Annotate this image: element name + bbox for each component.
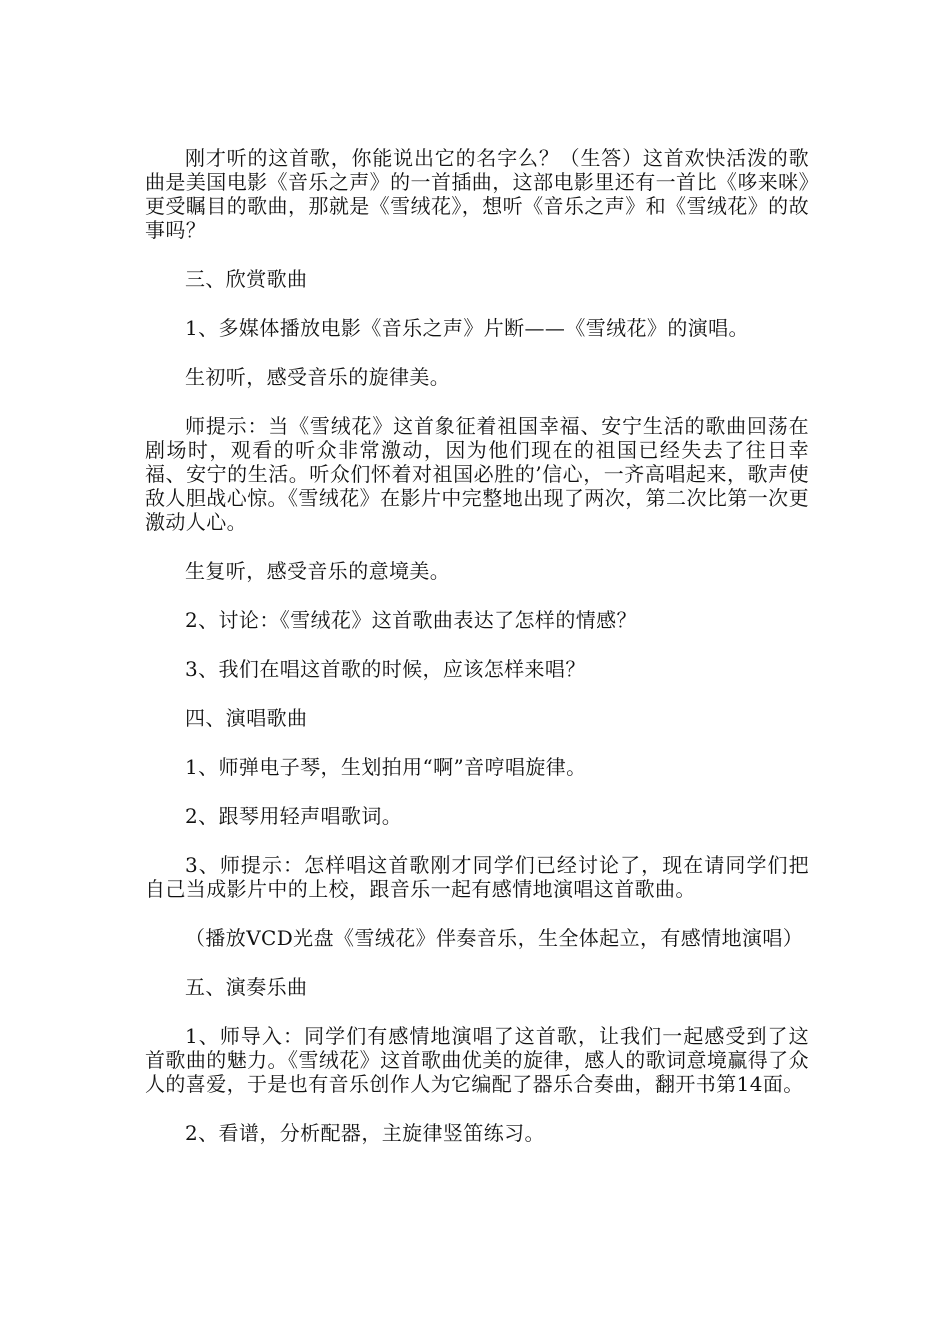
section-heading-5: 五、演奏乐曲 <box>185 975 308 999</box>
paragraph-3-3: 3、我们在唱这首歌的时候，应该怎样来唱？ <box>185 657 586 681</box>
paragraph-3-1: 1、多媒体播放电影《音乐之声》片断——《雪绒花》的演唱。 <box>185 316 749 340</box>
section-heading-3: 三、欣赏歌曲 <box>185 267 308 291</box>
paragraph-vcd-note: （播放VCD光盘《雪绒花》伴奏音乐，生全体起立，有感情地演唱） <box>185 926 804 950</box>
paragraph-first-listen: 生初听，感受音乐的旋律美。 <box>185 365 451 389</box>
paragraph-4-3: 3、师提示：怎样唱这首歌刚才同学们已经讨论了，现在请同学们把自己当成影片中的上校，跟音乐一起有感情地演唱这首歌曲。 <box>145 853 809 901</box>
paragraph-second-listen: 生复听，感受音乐的意境美。 <box>185 559 451 583</box>
paragraph-4-2: 2、跟琴用轻声唱歌词。 <box>185 804 403 828</box>
paragraph-3-2: 2、讨论：《雪绒花》这首歌曲表达了怎样的情感？ <box>185 608 637 632</box>
section-heading-4: 四、演唱歌曲 <box>185 706 308 730</box>
paragraph-5-1: 1、师导入：同学们有感情地演唱了这首歌，让我们一起感受到了这首歌曲的魅力。《雪绒花》这首歌曲优美的旋律，感人的歌词意境赢得了众人的喜爱，于是也有音乐创作人为它编配了器乐合奏曲，翻开书第14面。 <box>145 1024 809 1096</box>
paragraph-5-2: 2、看谱，分析配器，主旋律竖笛练习。 <box>185 1121 545 1145</box>
paragraph-teacher-hint: 师提示：当《雪绒花》这首象征着祖国幸福、安宁生活的歌曲回荡在剧场时，观看的听众非常激动，因为他们现在的祖国已经失去了往日幸福、安宁的生活。听众们怀着对祖国必胜的’信心，一齐高唱起来，歌声使敌人胆战心惊。《雪绒花》在影片中完整地出现了两次，第二次比第一次更激动人心。 <box>145 414 809 534</box>
document-body <box>145 146 809 1170</box>
paragraph-intro: 刚才听的这首歌，你能说出它的名字么？（生答）这首欢快活泼的歌曲是美国电影《音乐之声》的一首插曲，这部电影里还有一首比《哆来咪》更受瞩目的歌曲，那就是《雪绒花》，想听《音乐之声》和《雪绒花》的故事吗？ <box>145 146 809 242</box>
paragraph-4-1: 1、师弹电子琴，生划拍用“啊”音哼唱旋律。 <box>185 755 587 779</box>
